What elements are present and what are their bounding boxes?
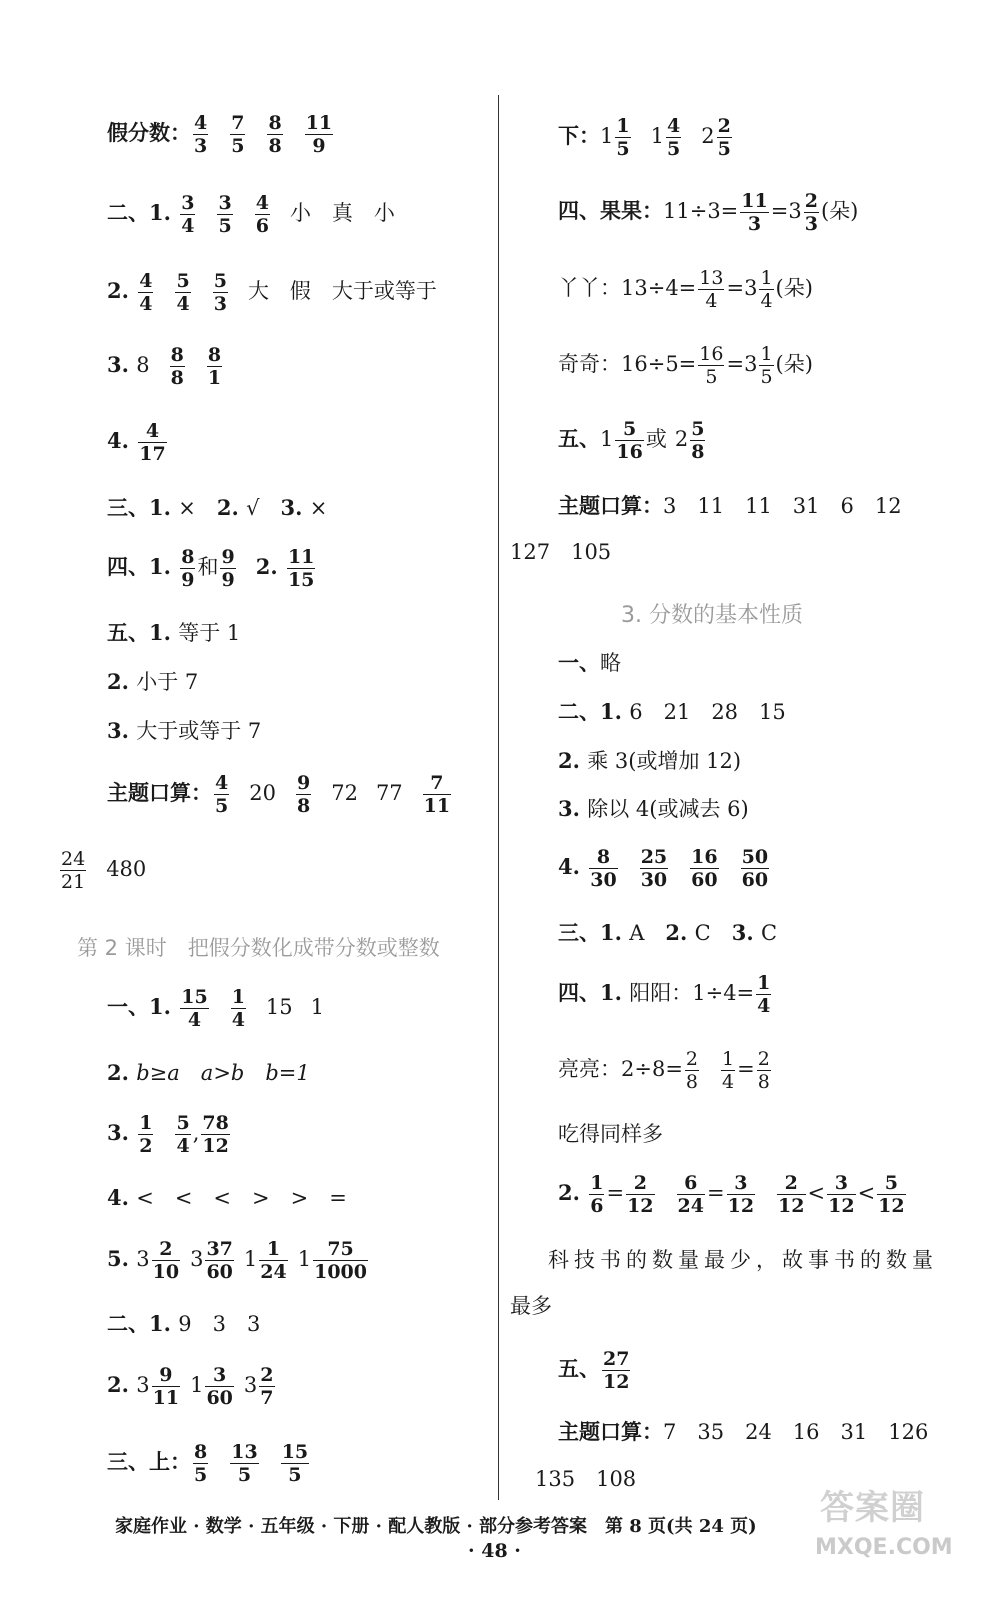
watermark-logo: 答案圈	[820, 1488, 925, 1528]
fraction: $\frac{1}{4}$	[757, 972, 771, 1017]
fraction: $\frac{16}{5}$	[699, 343, 724, 388]
left-line-5: 4. $\frac{4}{17}$	[107, 420, 166, 465]
right-line-9: 二、1. 6 21 28 15	[558, 699, 786, 724]
right-line-2: 四、果果：11÷3= $\frac{11}{3}$ =3 $\frac{2}{3}$ (朵)	[558, 190, 859, 235]
fraction: $\frac{11}{15}$	[287, 546, 315, 591]
fraction: $\frac{2}{5}$	[717, 115, 731, 160]
fraction: $\frac{78}{12}$	[202, 1112, 229, 1157]
right-line-5: 五、1 $\frac{5}{16}$ 或 2 $\frac{5}{8}$	[558, 418, 705, 463]
fraction: $\frac{2}{3}$	[804, 190, 818, 235]
fraction: $\frac{5}{4}$	[176, 1112, 190, 1157]
right-line-3: 丫丫：13÷4= $\frac{13}{4}$ =3 $\frac{1}{4}$ (朵)	[558, 267, 813, 312]
page-number: · 48 ·	[468, 1540, 521, 1562]
fraction: $\frac{5}{16}$	[616, 418, 643, 463]
fraction: $\frac{9}{8}$	[296, 772, 311, 817]
left-line-4: 3. 8 $\frac{8}{8}$ $\frac{8}{1}$	[107, 344, 222, 389]
fraction: $\frac{9}{9}$	[221, 546, 235, 591]
right-line-17: 2. $\frac{1}{6}$ = $\frac{2}{12}$ $\frac{6}{24}$ = $\frac{3}{12}$ $\frac{2}{12}$ < $\frac{3}{12}$ < $\frac{5}{12}$	[558, 1172, 905, 1217]
right-line-22: 135 108	[535, 1467, 637, 1491]
left-line-2: 二、1. $\frac{3}{4}$ $\frac{3}{5}$ $\frac{4}{6}$ 小 真 小	[107, 192, 395, 237]
right-line-10: 2. 乘 3(或增加 12)	[558, 748, 742, 773]
fraction: $\frac{3}{12}$	[727, 1172, 755, 1217]
fraction: $\frac{15}{5}$	[281, 1441, 309, 1486]
fraction: $\frac{1}{2}$	[139, 1112, 153, 1157]
fraction: $\frac{1}{4}$	[231, 986, 245, 1031]
fraction: $\frac{9}{11}$	[152, 1364, 180, 1409]
left-line-11: 主题口算： $\frac{4}{5}$ 20 $\frac{9}{8}$ 72 77 $\frac{7}{11}$	[107, 772, 451, 817]
right-line-14: 四、1. 阳阳：1÷4= $\frac{1}{4}$	[558, 972, 771, 1017]
left-line-14: 2. b≥a a>b b=1	[107, 1060, 310, 1085]
right-line-8: 一、略	[558, 650, 621, 675]
right-line-15: 亮亮：2÷8= $\frac{2}{8}$ $\frac{1}{4}$ = $\frac{2}{8}$	[558, 1048, 770, 1093]
fraction: $\frac{2}{8}$	[757, 1048, 770, 1093]
left-line-7: 四、1. $\frac{8}{9}$ 和 $\frac{9}{9}$ 2. $\frac{11}{15}$	[107, 546, 315, 591]
fraction: $\frac{25}{30}$	[640, 846, 668, 891]
fraction: $\frac{5}{3}$	[213, 270, 227, 315]
right-line-11: 3. 除以 4(或减去 6)	[558, 796, 749, 821]
fraction: $\frac{8}{8}$	[268, 112, 282, 157]
left-line-1	[107, 112, 335, 157]
fraction: $\frac{4}{5}$	[666, 115, 681, 160]
fraction: $\frac{6}{24}$	[677, 1172, 704, 1217]
section-title-lesson-2: 第 2 课时 把假分数化成带分数或整数	[77, 936, 440, 960]
left-line-17: 5. 3 $\frac{2}{10}$ 3 $\frac{37}{60}$ 1 $\frac{1}{24}$ 1 $\frac{75}{1000}$	[107, 1238, 367, 1283]
right-line-1: 下：1 $\frac{1}{5}$ 1 $\frac{4}{5}$ 2 $\frac{2}{5}$	[558, 115, 731, 160]
fraction: $\frac{2}{7}$	[260, 1364, 274, 1409]
right-line-21: 主题口算：7 35 24 16 31 126	[558, 1419, 929, 1444]
fraction: $\frac{5}{8}$	[691, 418, 705, 463]
right-line-6: 主题口算：3 11 11 31 6 12	[558, 493, 902, 518]
fraction: $\frac{1}{5}$	[616, 115, 630, 160]
fraction: $\frac{4}{3}$	[194, 112, 208, 157]
fraction: $\frac{27}{12}$	[603, 1348, 630, 1393]
left-line-15: 3. $\frac{1}{2}$ $\frac{5}{4}$ , $\frac{78}{12}$	[107, 1112, 229, 1157]
fraction: $\frac{11}{9}$	[305, 112, 333, 157]
fraction: $\frac{2}{12}$	[778, 1172, 805, 1217]
fraction: $\frac{8}{5}$	[194, 1441, 208, 1486]
fraction: $\frac{7}{11}$	[423, 772, 451, 817]
fraction: $\frac{75}{1000}$	[314, 1238, 367, 1283]
fraction: $\frac{37}{60}$	[206, 1238, 233, 1283]
fraction: $\frac{13}{4}$	[699, 267, 724, 312]
fraction: $\frac{3}{5}$	[218, 192, 232, 237]
left-line-13: 一、1. $\frac{15}{4}$ $\frac{1}{4}$ 15 1	[107, 986, 325, 1031]
fraction: $\frac{7}{5}$	[231, 112, 245, 157]
fraction: $\frac{3}{4}$	[181, 192, 195, 237]
fraction: $\frac{11}{3}$	[741, 190, 768, 235]
fraction: $\frac{1}{4}$	[760, 267, 773, 312]
left-line-19: 2. 3 $\frac{9}{11}$ 1 $\frac{3}{60}$ 3 $\frac{2}{7}$	[107, 1364, 274, 1409]
fraction: $\frac{50}{60}$	[741, 846, 769, 891]
answer-text: 大 假 大于或等于	[247, 279, 437, 303]
fraction: $\frac{4}{17}$	[139, 420, 166, 465]
answer-text: 小 真 小	[289, 201, 395, 225]
right-line-18: 科技书的数量最少，故事书的数量	[548, 1248, 938, 1272]
fraction: $\frac{1}{5}$	[760, 343, 773, 388]
left-line-3: 2. $\frac{4}{4}$ $\frac{5}{4}$ $\frac{5}{3}$ 大 假 大于或等于	[107, 270, 437, 315]
watermark-url: MXQE.COM	[815, 1535, 953, 1560]
column-divider	[498, 95, 499, 1500]
left-line-6: 三、1. × 2. √ 3. ×	[107, 495, 328, 520]
left-line-9: 2. 小于 7	[107, 669, 199, 694]
left-line-8: 五、1. 等于 1	[107, 620, 241, 645]
fraction: $\frac{13}{5}$	[231, 1441, 258, 1486]
fraction: $\frac{8}{30}$	[590, 846, 617, 891]
fraction: $\frac{1}{24}$	[260, 1238, 287, 1283]
fraction: $\frac{1}{4}$	[722, 1048, 735, 1093]
left-line-20: 三、上： $\frac{8}{5}$ $\frac{13}{5}$ $\frac{15}{5}$	[107, 1441, 309, 1486]
right-line-7: 127 105	[510, 540, 612, 564]
fraction: $\frac{2}{10}$	[152, 1238, 180, 1283]
right-line-13: 三、1. A 2. C 3. C	[558, 920, 778, 945]
fraction: $\frac{4}{5}$	[215, 772, 229, 817]
left-line-10: 3. 大于或等于 7	[107, 718, 262, 743]
fraction: $\frac{2}{12}$	[627, 1172, 654, 1217]
fraction: $\frac{15}{4}$	[181, 986, 208, 1031]
left-line-12: $\frac{24}{21}$ 480	[61, 848, 147, 893]
page-footer: 家庭作业 · 数学 · 五年级 · 下册 · 配人教版 · 部分参考答案 第 8 页(共 24 页)	[115, 1516, 757, 1537]
fraction: $\frac{1}{6}$	[590, 1172, 604, 1217]
right-line-20: 五、 $\frac{27}{12}$	[558, 1348, 630, 1393]
left-line-18: 二、1. 9 3 3	[107, 1311, 261, 1336]
fraction: $\frac{5}{12}$	[878, 1172, 905, 1217]
fraction: $\frac{2}{8}$	[685, 1048, 699, 1093]
right-line-16: 吃得同样多	[558, 1122, 663, 1146]
fraction: $\frac{8}{1}$	[207, 344, 222, 389]
fraction: $\frac{4}{4}$	[139, 270, 153, 315]
fraction: $\frac{8}{8}$	[170, 344, 184, 389]
fraction: $\frac{8}{9}$	[181, 546, 195, 591]
fraction: $\frac{16}{60}$	[691, 846, 718, 891]
section-title-basic-property: 3. 分数的基本性质	[621, 603, 803, 628]
left-line-16: 4. < < < > > =	[107, 1185, 347, 1210]
fraction: $\frac{24}{21}$	[61, 848, 86, 893]
label: 假分数：	[107, 120, 191, 145]
right-line-19: 最多	[510, 1294, 552, 1318]
fraction: $\frac{3}{12}$	[828, 1172, 855, 1217]
right-line-12: 4. $\frac{8}{30}$ $\frac{25}{30}$ $\frac{16}{60}$ $\frac{50}{60}$	[558, 846, 769, 891]
right-line-4: 奇奇：16÷5= $\frac{16}{5}$ =3 $\frac{1}{5}$ (朵)	[558, 343, 813, 388]
fraction: $\frac{5}{4}$	[176, 270, 190, 315]
fraction: $\frac{3}{60}$	[206, 1364, 233, 1409]
fraction: $\frac{4}{6}$	[255, 192, 269, 237]
